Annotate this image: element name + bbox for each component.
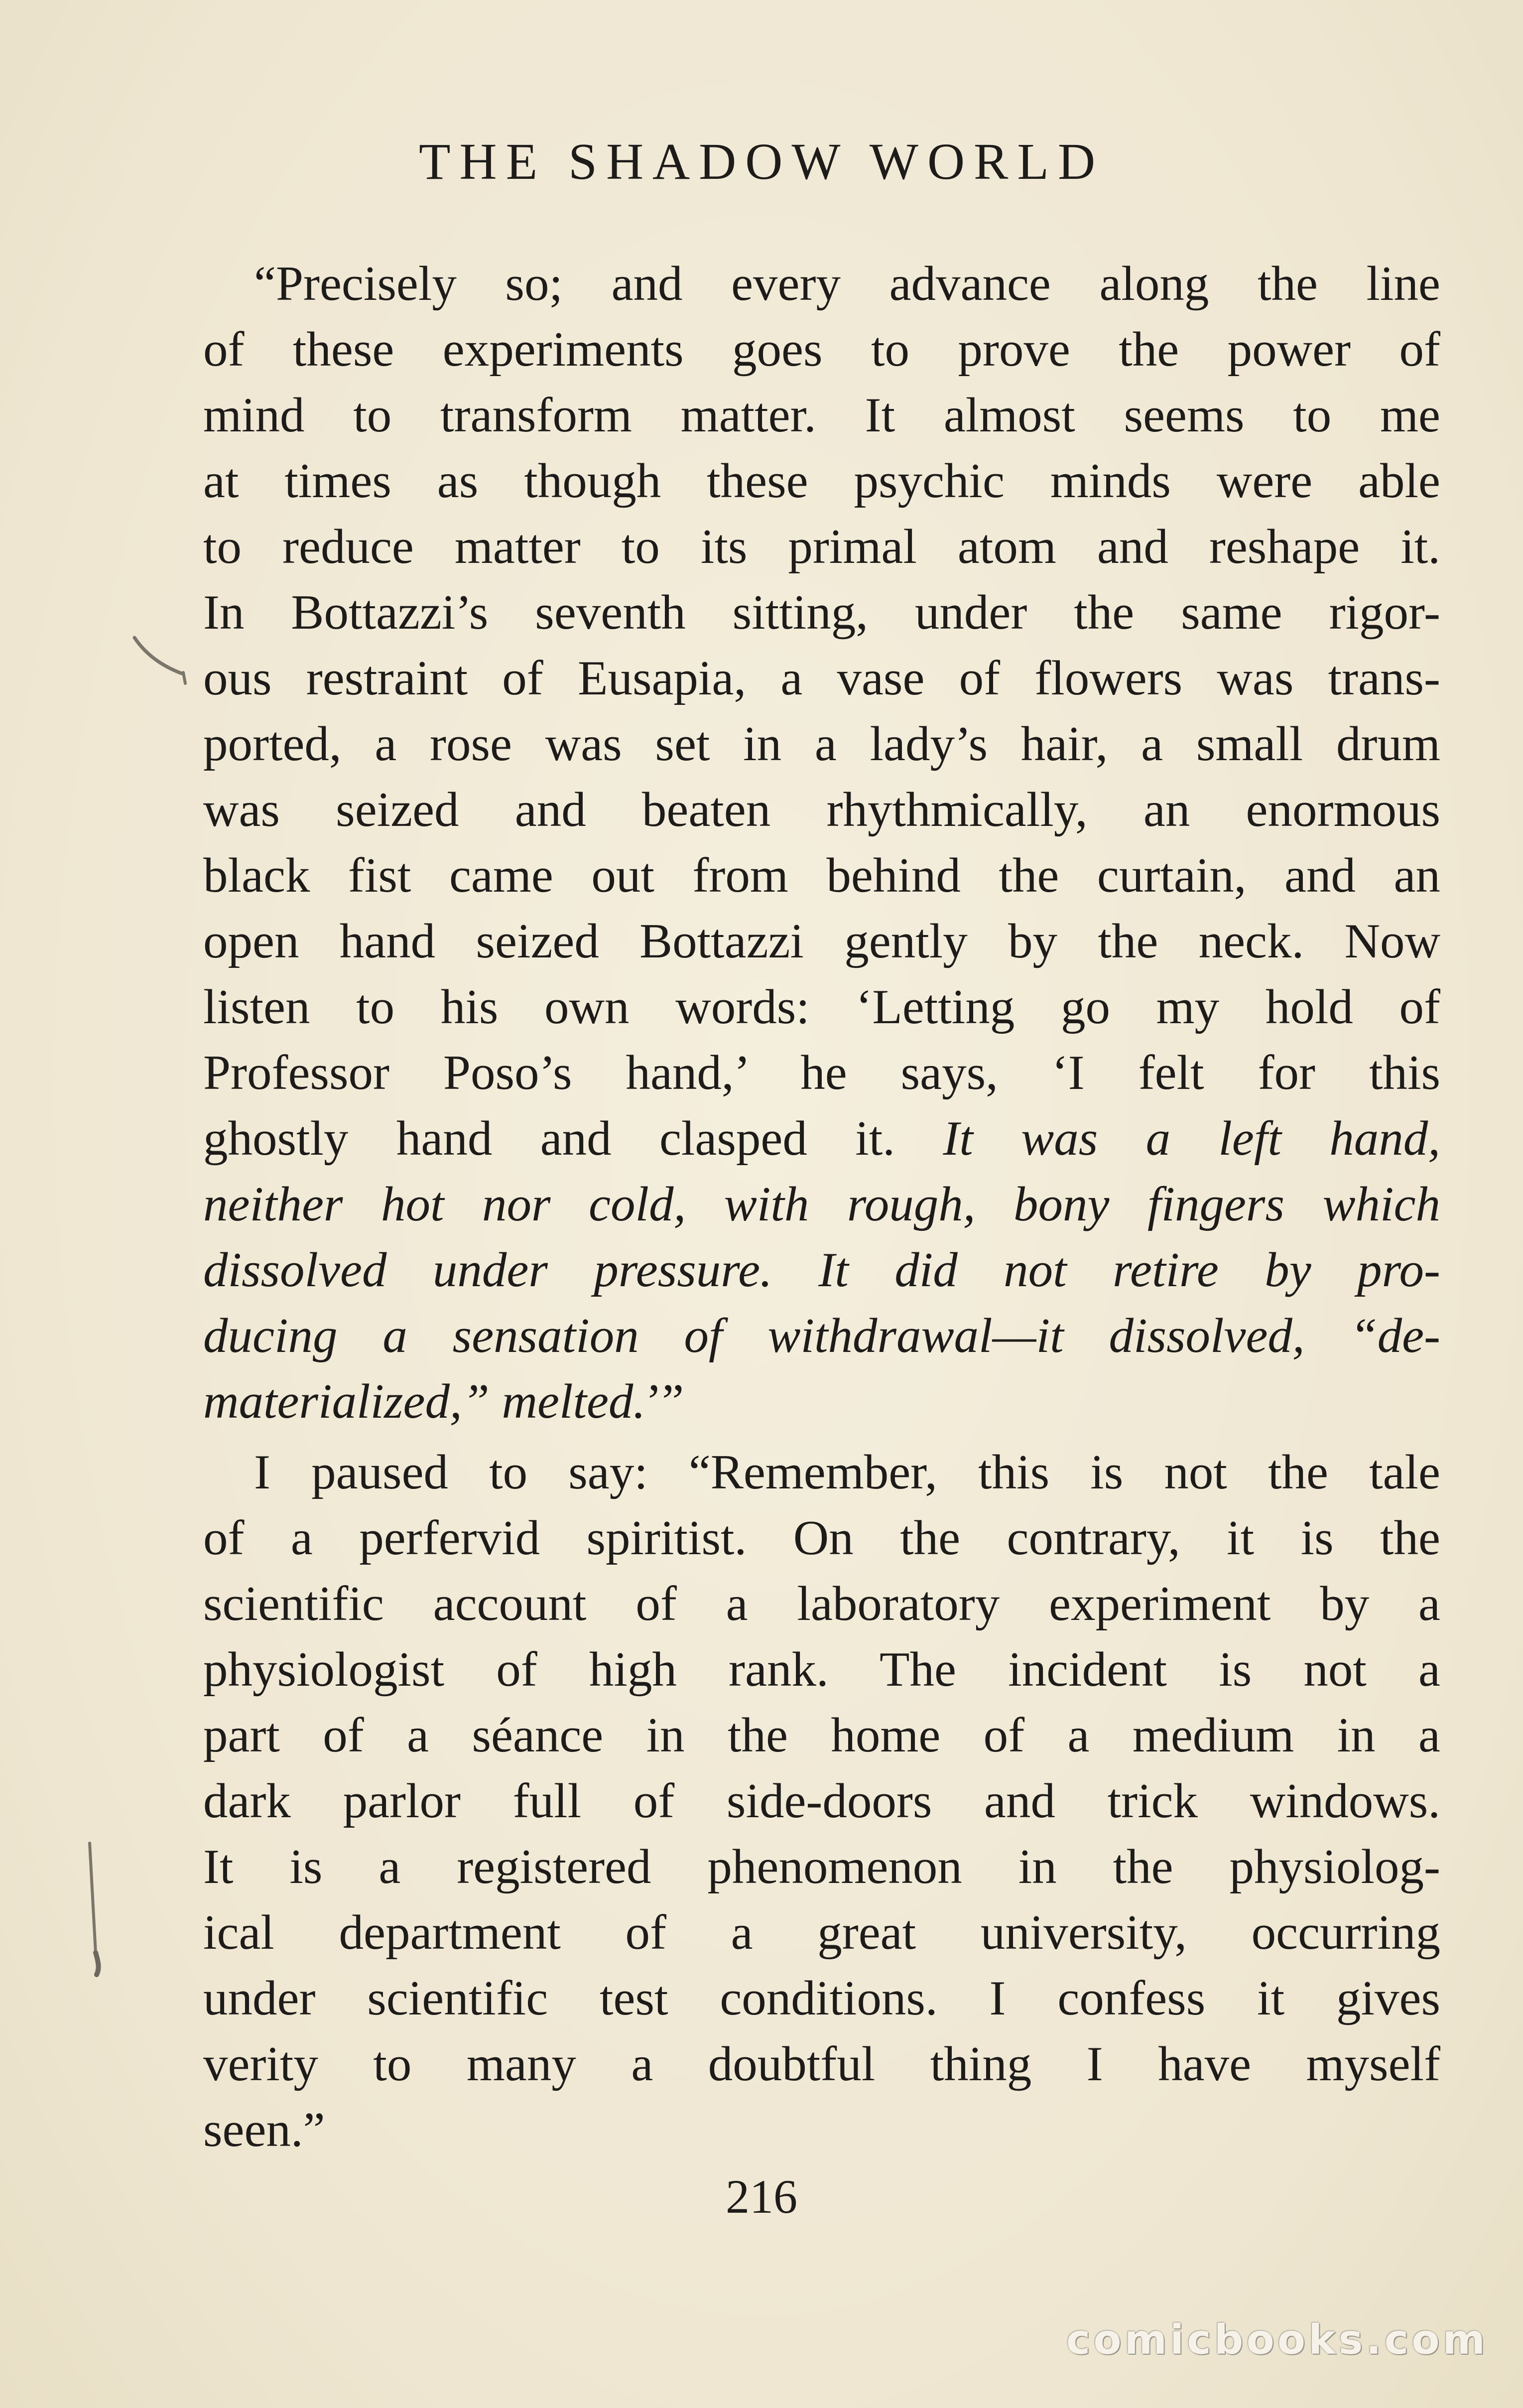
text-line: ported, a rose was set in a lady’s hair, a small drum xyxy=(203,717,1440,771)
roman-text: ghostly hand and clasped it. xyxy=(203,1111,943,1166)
text-line: open hand seized Bottazzi gently by the neck. Now xyxy=(203,914,1440,968)
watermark: comicbooks.com xyxy=(1066,2316,1488,2364)
text-line: It is a registered phenomenon in the physiolog- xyxy=(203,1840,1440,1894)
text-line: black fist came out from behind the curtain, and an xyxy=(203,848,1440,903)
text-line: verity to many a doubtful thing I have myself xyxy=(203,2037,1440,2091)
closing-quotes: ’” xyxy=(645,1374,684,1429)
italic-text: materialized,” melted. xyxy=(203,1374,646,1429)
text-line: mind to transform matter. It almost seems to me xyxy=(203,388,1440,442)
text-line: dark parlor full of side-doors and trick windows. xyxy=(203,1774,1440,1828)
text-line: physiologist of high rank. The incident is not a xyxy=(203,1642,1440,1697)
text-line: seen.” xyxy=(203,2103,325,2157)
text-line: ous restraint of Eusapia, a vase of flowers was trans- xyxy=(203,651,1440,705)
text-line: Professor Poso’s hand,’ he says, ‘I felt for this xyxy=(203,1046,1440,1100)
text-line: ical department of a great university, occurring xyxy=(203,1905,1440,1960)
text-line: of these experiments goes to prove the power of xyxy=(203,322,1440,377)
text-line: I paused to say: “Remember, this is not the tale xyxy=(254,1445,1440,1499)
pencil-margin-mark-upper xyxy=(125,618,204,697)
running-head: THE SHADOW WORLD xyxy=(418,133,1105,190)
text-line: to reduce matter to its primal atom and reshape it. xyxy=(203,520,1440,574)
pencil-margin-mark-lower xyxy=(75,1838,120,1988)
text-line: part of a séance in the home of a medium in a xyxy=(203,1708,1440,1762)
text-line-mixed xyxy=(203,1106,1440,1171)
text-line: listen to his own words: ‘Letting go my hold of xyxy=(203,980,1440,1034)
text-line: of a perfervid spiritist. On the contrary, it is the xyxy=(203,1511,1440,1565)
text-line: was seized and beaten rhythmically, an enormous xyxy=(203,783,1440,837)
text-line: scientific account of a laboratory experiment by a xyxy=(203,1577,1440,1631)
italic-quote-line: dissolved under pressure. It did not retire by pro- xyxy=(203,1243,1440,1297)
italic-quote-line: ducing a sensation of withdrawal—it dissolved, “de- xyxy=(203,1309,1440,1363)
page-number: 216 xyxy=(726,2170,797,2223)
italic-quote-line: neither hot nor cold, with rough, bony fingers which xyxy=(203,1177,1440,1231)
text-line: at times as though these psychic minds were able xyxy=(203,454,1440,508)
italic-text: It was a left hand, xyxy=(943,1111,1440,1166)
text-line: “Precisely so; and every advance along the line xyxy=(254,257,1440,311)
text-line-mixed xyxy=(203,1369,1440,1434)
text-line: In Bottazzi’s seventh sitting, under the same rigor- xyxy=(203,585,1440,640)
text-line: under scientific test conditions. I confess it gives xyxy=(203,1971,1440,2025)
